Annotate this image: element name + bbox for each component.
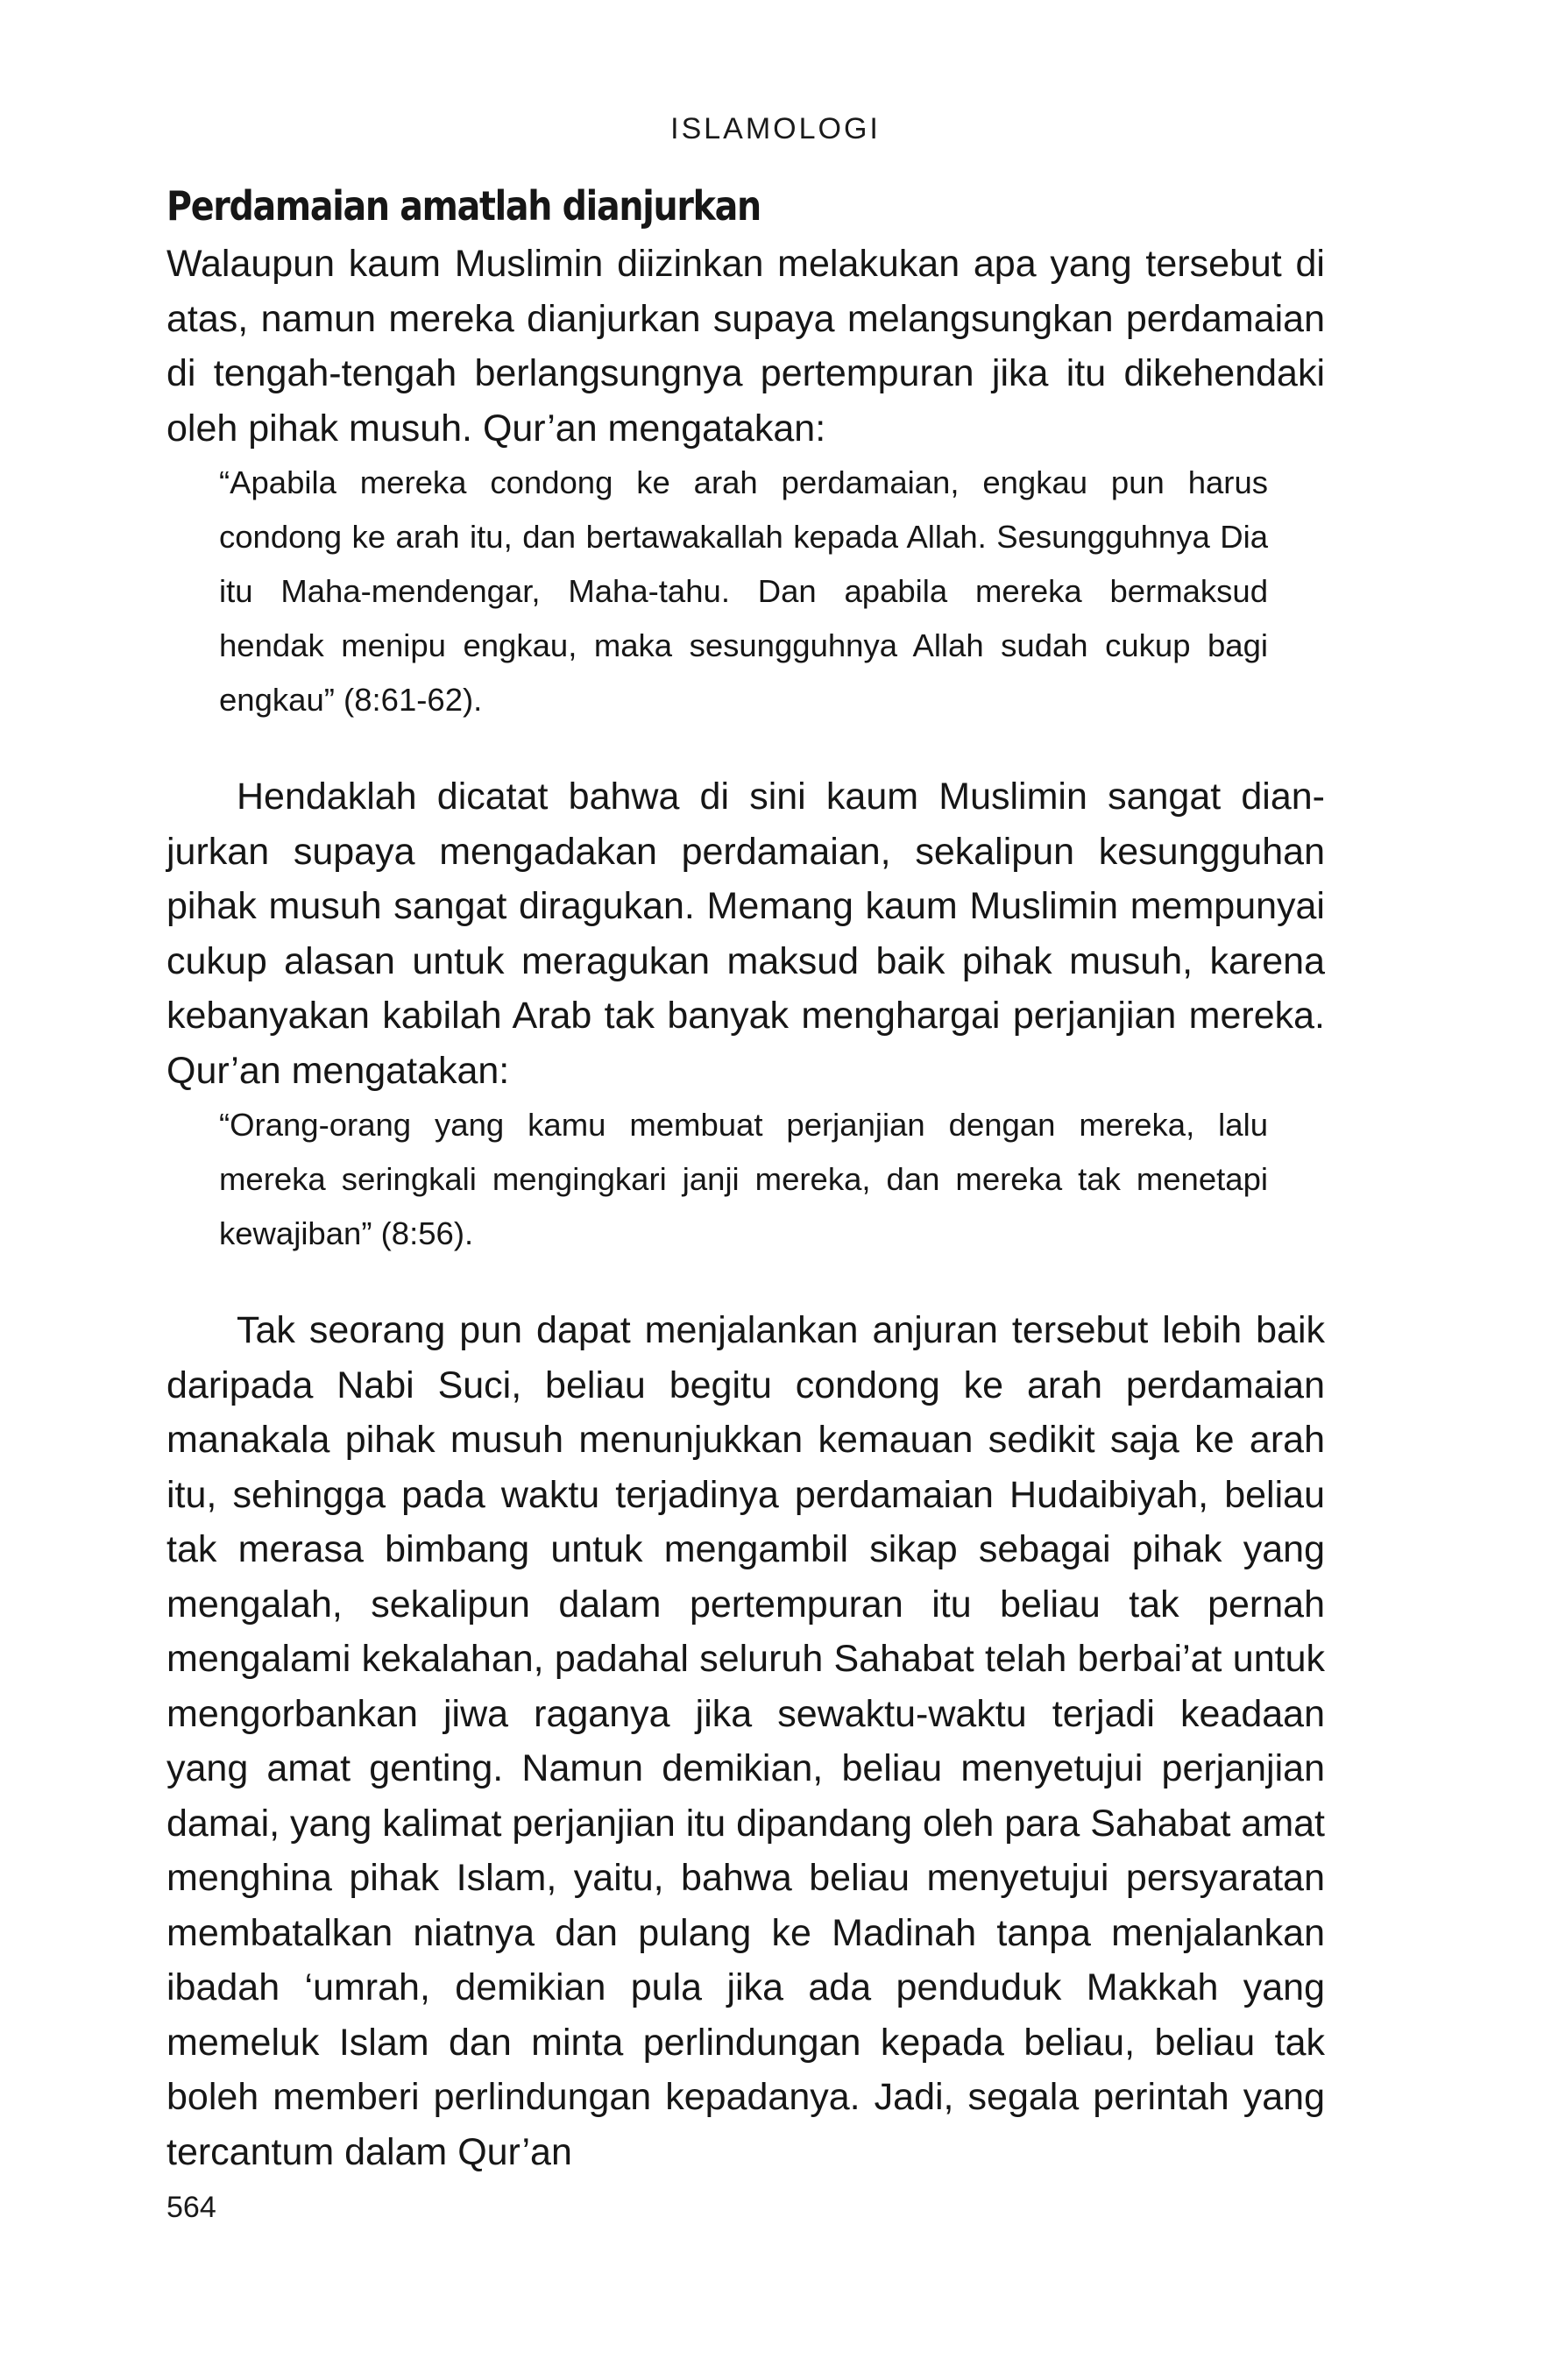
section-title: Perdamaian amatlah dianjurkan [166,182,761,230]
quote-block-2: “Orang-orang yang kamu membuat perjanjian dengan mereka, lalu mereka seringkali mengingkari janji mereka, dan mereka tak menetapi kewajiban” (8:56). [219,1107,1268,1251]
running-head: ISLAMOLOGI [670,112,881,145]
spacer [166,727,1325,769]
paragraph-3: Tak seorang pun dapat menjalankan anjuran tersebut lebih baik daripada Nabi Suci, beliau begitu condong ke arah perdamaian manakala pihak musuh menunjukkan kemauan sedikit saja ke arah itu, sehingga pada waktu terjadinya perdamaian Hudaibiyah, beliau tak merasa bimbang untuk mengambil sikap sebagai pihak yang mengalah, sekalipun dalam pertempuran itu beliau tak pernah mengalami kekalahan, padahal seluruh Sahabat telah berbai’at untuk mengorbankan jiwa raganya jika sewaktu-waktu terjadi keadaan yang amat genting. Namun demikian, beliau menyetujui perjanjian damai, yang kalimat perjanjian itu dipandang oleh para Sahabat amat menghina pihak Islam, yaitu, bahwa beliau menyetujui persyaratan membatalkan niatnya dan pulang ke Madinah tanpa menjalankan ibadah ‘umrah, demikian pula jika ada penduduk Makkah yang memeluk Islam dan minta perlindungan kepada beliau, beliau tak boleh memberi perlindungan kepadanya. Jadi, segala perintah yang tercantum dalam Qur’an [166,1309,1325,2173]
quote-block-1: “Apabila mereka condong ke arah perdamaian, engkau pun harus condong ke arah itu, dan bertawakallah kepada Allah. Sesungguhnya Dia itu Maha-mendengar, Maha-tahu. Dan apabila mereka bermaksud hendak menipu engkau, maka sesungguhnya Allah sudah cukup bagi engkau” (8:61-62). [219,464,1268,718]
paragraph-2: Hendaklah dicatat bahwa di sini kaum Muslimin sangat dianjurkan supaya mengadakan perdamaian, sekalipun kesungguhan pihak musuh sangat diragukan. Memang kaum Muslimin mempunyai cukup alasan untuk meragukan maksud baik pihak musuh, karena kebanyakan kabilah Arab tak banyak menghargai perjanjian mereka. Qur’an mengatakan: [166,776,1325,1092]
paragraph-1: Walaupun kaum Muslimin diizinkan melakukan apa yang tersebut di atas, namun mereka dianjurkan supaya melangsungkan perdamaian di tengah-tengah berlangsungnya pertempuran jika itu dikehendaki oleh pihak musuh. Qur’an mengatakan: [166,243,1325,450]
page-body [166,175,1325,2179]
page-number: 564 [166,2191,216,2224]
spacer [166,1261,1325,1303]
